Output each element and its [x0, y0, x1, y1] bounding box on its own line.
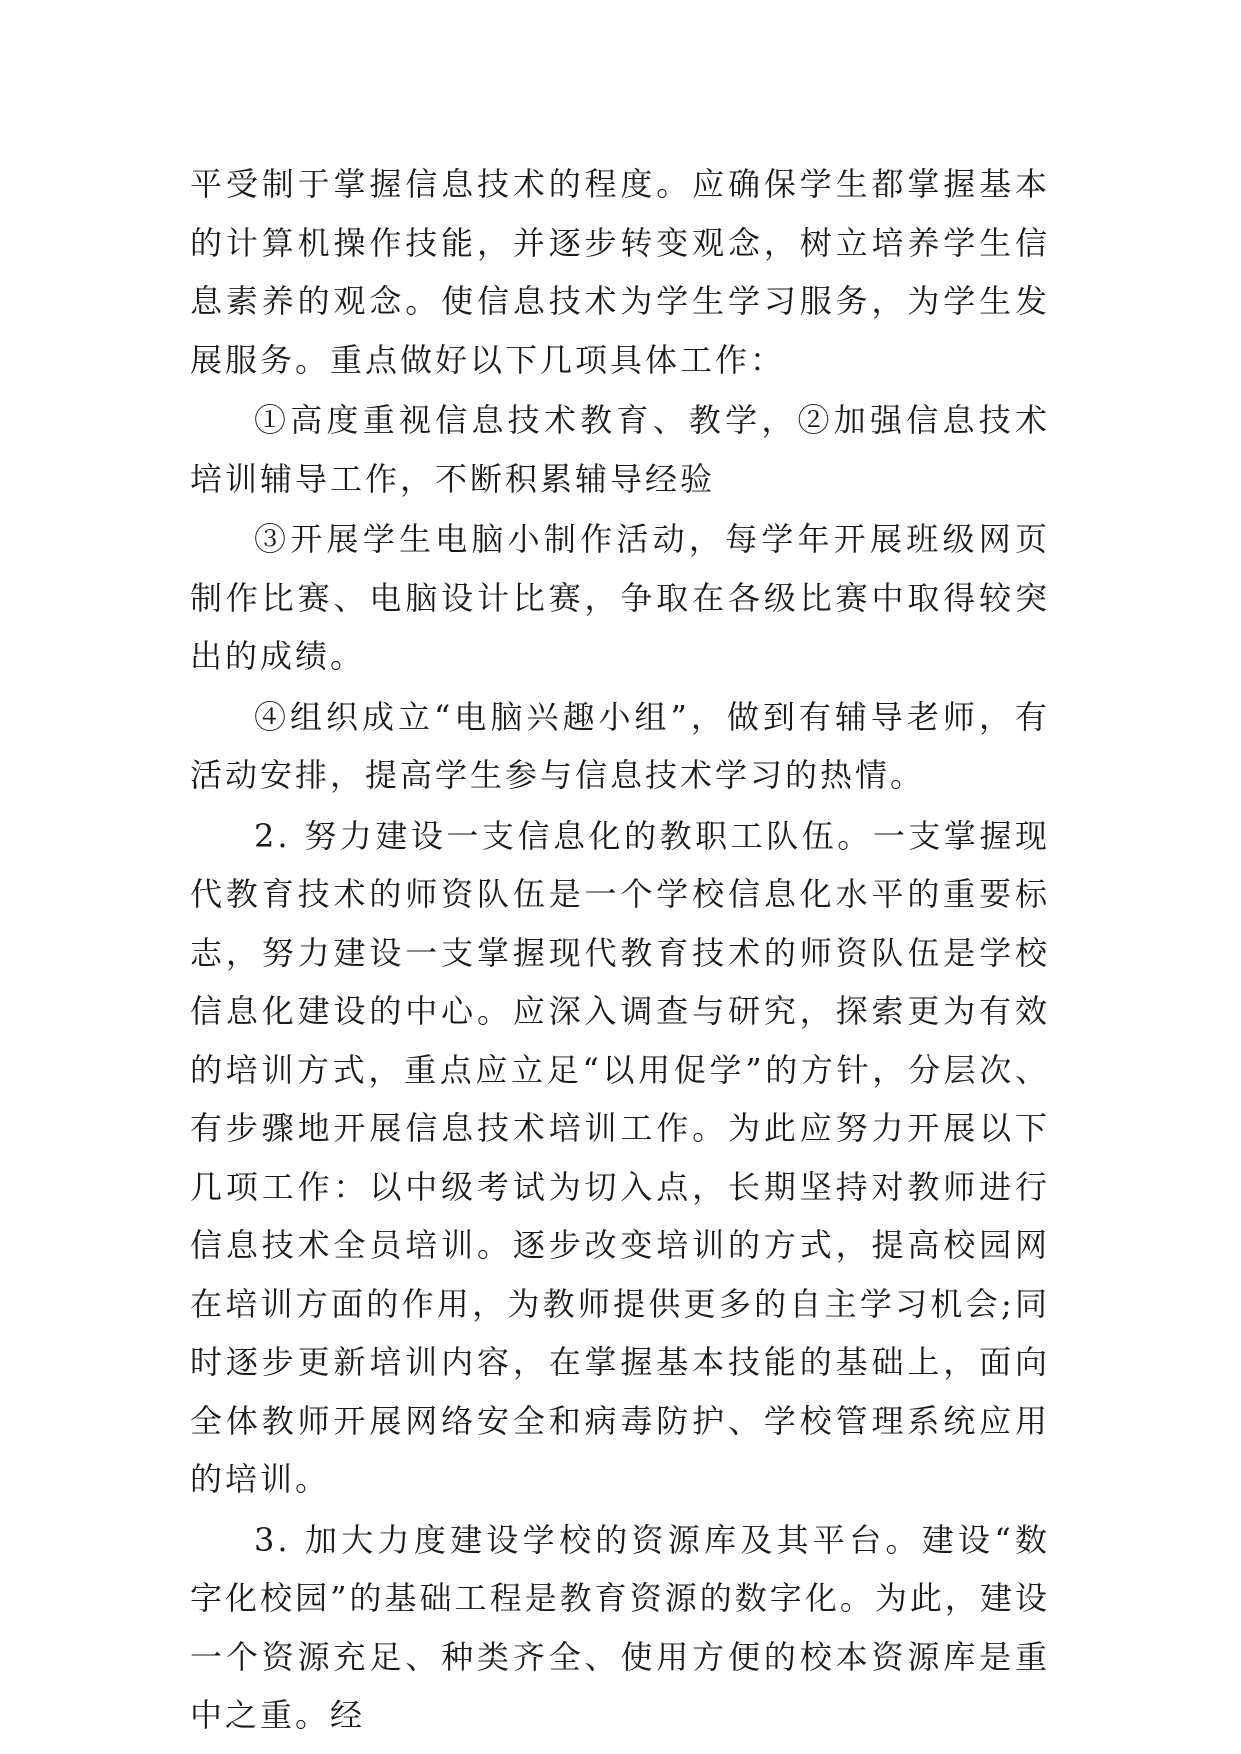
- paragraph-item-1-2: ①高度重视信息技术教育、教学，②加强信息技术培训辅导工作，不断积累辅导经验: [190, 401, 1050, 498]
- document-body: [190, 155, 1050, 1745]
- paragraph-section-3: 3. 加大力度建设学校的资源库及其平台。建设“数字化校园”的基础工程是教育资源的数字化。为此，建设一个资源充足、种类齐全、使用方便的校本资源库是重中之重。经: [190, 1520, 1050, 1734]
- paragraph-section-2: 2. 努力建设一支信息化的教职工队伍。一支掌握现代教育技术的师资队伍是一个学校信息化水平的重要标志，努力建设一支掌握现代教育技术的师资队伍是学校信息化建设的中心。应深入调查与研究，探索更为有效的培训方式，重点应立足“以用促学”的方针，分层次、有步骤地开展信息技术培训工作。为此应努力开展以下几项工作：以中级考试为切入点，长期坚持对教师进行信息技术全员培训。逐步改变培训的方式，提高校园网在培训方面的作用，为教师提供更多的自主学习机会;同时逐步更新培训内容，在掌握基本技能的基础上，面向全体教师开展网络安全和病毒防护、学校管理系统应用的培训。: [190, 816, 1050, 1498]
- paragraph-item-4: ④组织成立“电脑兴趣小组”，做到有辅导老师，有活动安排，提高学生参与信息技术学习的热情。: [190, 697, 1050, 794]
- paragraph-continuation: 平受制于掌握信息技术的程度。应确保学生都掌握基本的计算机操作技能，并逐步转变观念，树立培养学生信息素养的观念。使信息技术为学生学习服务，为学生发展服务。重点做好以下几项具体工作：: [190, 165, 1050, 379]
- paragraph-item-3: ③开展学生电脑小制作活动，每学年开展班级网页制作比赛、电脑设计比赛，争取在各级比赛中取得较突出的成绩。: [190, 520, 1050, 675]
